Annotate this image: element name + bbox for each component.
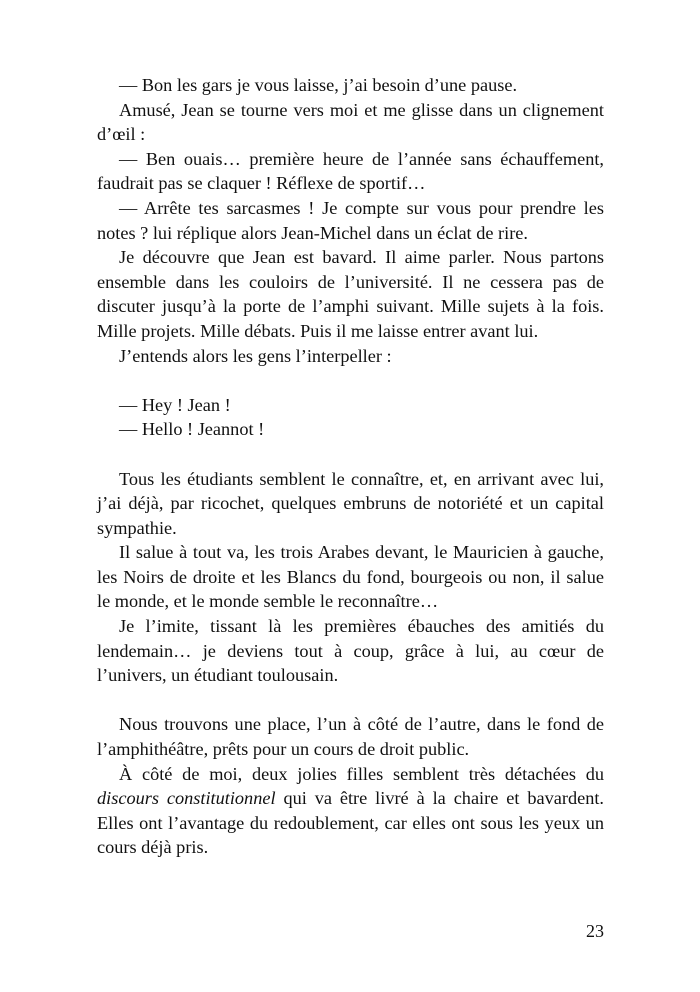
italic-phrase: discours constitutionnel — [97, 788, 276, 809]
blank-line — [97, 368, 604, 393]
paragraph: Je l’imite, tissant là les premières ébauches des amitiés du lendemain… je deviens tout à coup, grâce à lui, au cœur de l’univers, un étudiant toulousain. — [97, 616, 604, 686]
blank-line — [97, 688, 604, 713]
paragraph: — Bon les gars je vous laisse, j’ai besoin d’une pause. — [119, 75, 518, 95]
blank-line — [97, 442, 604, 467]
paragraph: Je découvre que Jean est bavard. Il aime parler. Nous partons ensemble dans les couloirs de l’université. Il ne cessera pas de discuter jusqu’à la porte de l’amphi suivant. Mille sujets à la fois. Mille projets. Mille débats. Puis il me laisse entrer avant lui. — [97, 247, 604, 341]
dialogue-line: — Hey ! Jean ! — [119, 394, 231, 415]
paragraph: Il salue à tout va, les trois Arabes devant, le Mauricien à gauche, les Noirs de droite et les Blancs du fond, bourgeois ou non, il salue le monde, et le monde semble le reconnaître… — [97, 542, 604, 612]
paragraph: J’entends alors les gens l’interpeller : — [119, 345, 392, 366]
dialogue-line: — Hello ! Jeannot ! — [119, 419, 265, 440]
paragraph: Tous les étudiants semblent le connaître, et, en arrivant avec lui, j’ai déjà, par ricochet, quelques embruns de notoriété et un capital sympathie. — [97, 468, 604, 538]
text-run: À côté de moi, deux jolies filles semblent très détachées du — [119, 763, 604, 784]
paragraph: Amusé, Jean se tourne vers moi et me glisse dans un clignement d’œil : — [97, 99, 604, 145]
body-text — [97, 73, 604, 860]
paragraph — [97, 762, 604, 860]
paragraph: — Ben ouais… première heure de l’année sans échauffement, faudrait pas se claquer ! Réflexe de sportif… — [97, 148, 604, 194]
paragraph: — Arrête tes sarcasmes ! Je compte sur vous pour prendre les notes ? lui réplique alors Jean-Michel dans un éclat de rire. — [97, 197, 604, 243]
page-number: 23 — [586, 921, 604, 941]
text-run: qui va être livré à la chaire et bavardent. Elles ont l’avantage du redoublement, car elles ont sous les yeux un cours déjà pris. — [97, 788, 604, 858]
paragraph: Nous trouvons une place, l’un à côté de l’autre, dans le fond de l’amphithéâtre, prêts pour un cours de droit public. — [97, 714, 604, 760]
